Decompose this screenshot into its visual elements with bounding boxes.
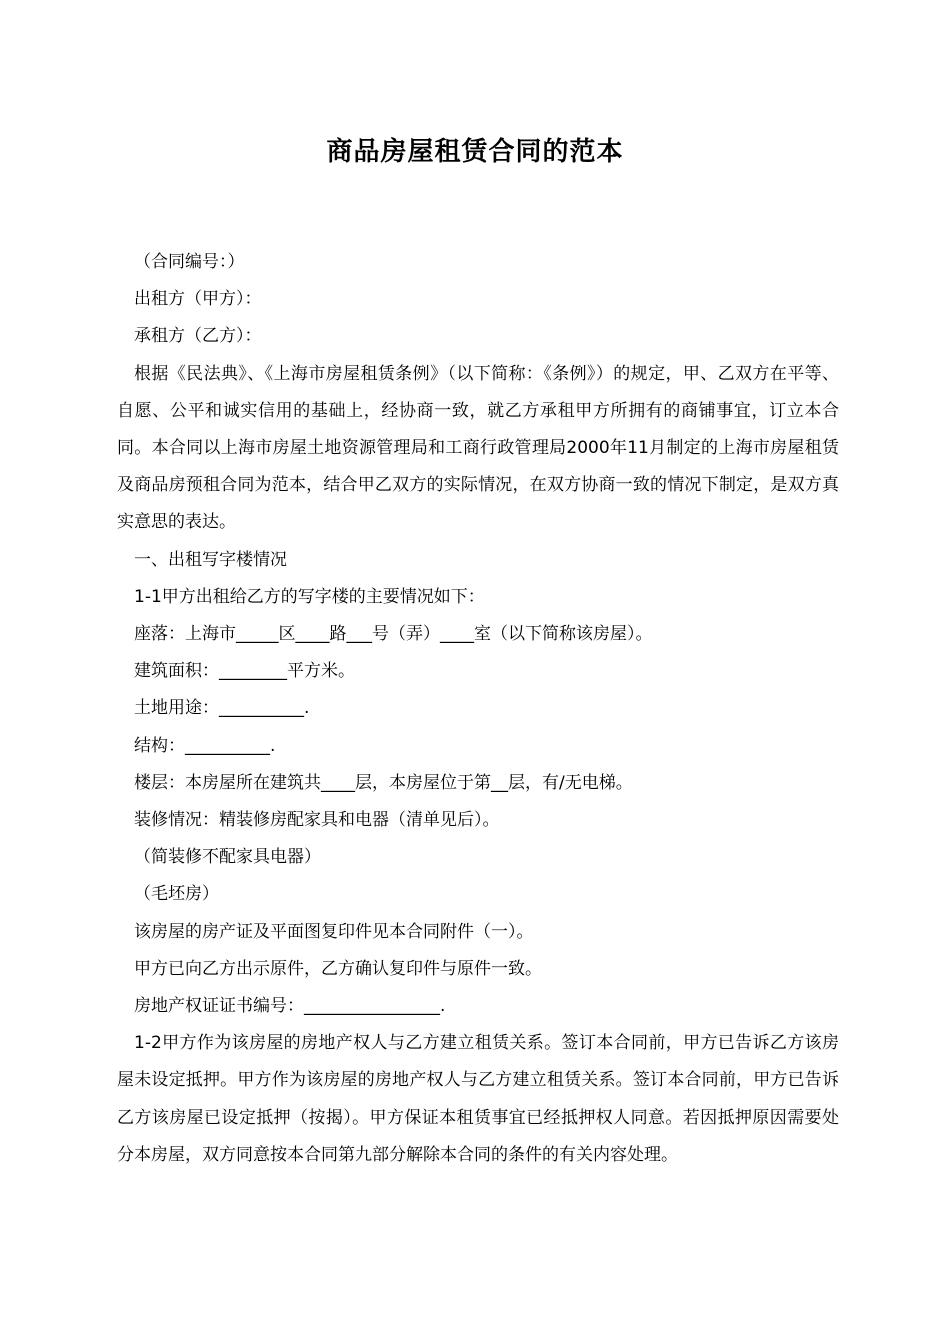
simple-decoration-line: （简装修不配家具电器） [134, 847, 321, 868]
floor-area-line: 建筑面积：________平方米。 [134, 661, 355, 682]
original-confirm-line: 甲方已向乙方出示原件，乙方确认复印件与原件一致。 [134, 958, 542, 979]
lessee-line: 承租方（乙方）： [134, 326, 262, 347]
preamble-paragraph: 根据《民法典》、《上海市房屋租赁条例》（以下简称：《条例》）的规定，甲、乙双方在平等、自愿、公平和诚实信用的基础上，经协商一致，就乙方承租甲方所拥有的商铺事宜，订立本合同。本合同以上海市房屋土地资源管理局和工商行政管理局2000年11月制定的上海市房屋租赁及商品房预租合同为范本，结合甲乙双方的实际情况，在双方协商一致的情况下制定，是双方真实意思的表达。 [117, 363, 839, 533]
location-line: 座落：上海市_____区____路___号（弄）____室（以下简称该房屋）。 [134, 624, 653, 645]
lessor-line: 出租方（甲方）： [134, 289, 262, 310]
clause-1-2: 1-2甲方作为该房屋的房地产权人与乙方建立租赁关系。签订本合同前，甲方已告诉乙方该房屋未设定抵押。甲方作为该房屋的房地产权人与乙方建立租赁关系。签订本合同前，甲方已告诉乙方该房屋已设定抵押（按揭）。甲方保证本租赁事宜已经抵押权人同意。若因抵押原因需要处分本房屋，双方同意按本合同第九部分解除本合同的条件的有关内容处理。 [117, 1033, 839, 1165]
bare-shell-line: （毛坯房） [134, 884, 219, 905]
document-body [117, 244, 839, 1174]
floor-line: 楼层：本房屋所在建筑共____层，本房屋位于第__层，有/无电梯。 [134, 772, 633, 793]
land-use-line: 土地用途：__________. [134, 698, 310, 719]
contract-number-line: （合同编号：） [134, 252, 245, 272]
certificate-attachment-line: 该房屋的房产证及平面图复印件见本合同附件（一）。 [134, 921, 534, 942]
section-heading: 一、出租写字楼情况 [134, 549, 287, 570]
decoration-line: 装修情况：精装修房配家具和电器（清单见后）。 [134, 810, 500, 831]
document-title: 商品房屋租赁合同的范本 [326, 137, 624, 167]
clause-1-1: 1-1甲方出租给乙方的写字楼的主要情况如下： [134, 586, 485, 607]
structure-line: 结构：__________. [134, 735, 276, 756]
certificate-number-line: 房地产权证证书编号：________________. [134, 996, 446, 1017]
